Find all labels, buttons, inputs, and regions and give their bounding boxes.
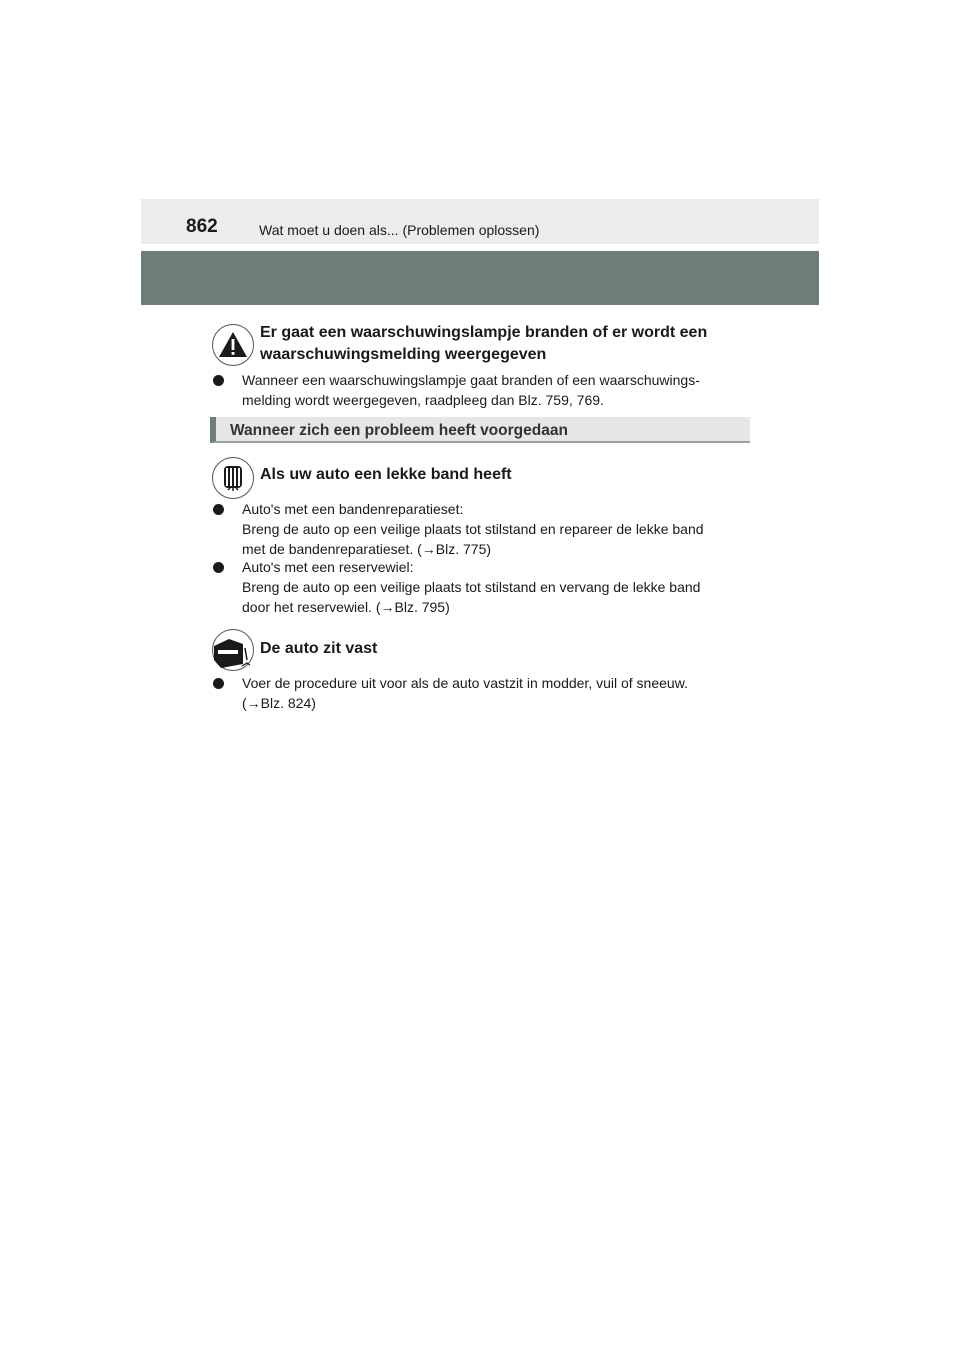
flat-tire-bullet2-title: Auto's met een reservewiel: [242, 559, 414, 575]
problem-section-title: Wanneer zich een probleem heeft voorgedaan [230, 422, 568, 439]
stuck-heading: De auto zit vast [260, 640, 378, 657]
flat-tire-icon [212, 457, 254, 499]
warning-bullet-line2: melding wordt weergegeven, raadpleeg dan Blz. 759, 769. [242, 392, 604, 408]
flat-tire-bullet2-line2: door het reservewiel. (→Blz. 795) [242, 599, 450, 615]
flat-tire-bullet2-line1: Breng de auto op een veilige plaats tot stilstand en vervang de lekke band [242, 579, 701, 595]
section-banner [141, 251, 819, 305]
problem-section-title-box [210, 417, 750, 443]
bullet-icon [213, 504, 224, 515]
stuck-car-icon [212, 629, 254, 671]
list-item [213, 370, 745, 410]
stuck-bullet-line1: Voer de procedure uit voor als de auto vastzit in modder, vuil of sneeuw. [242, 675, 688, 691]
page-number: 862 [186, 216, 218, 237]
bullet-icon [213, 375, 224, 386]
list-item [213, 673, 745, 713]
bullet-icon [213, 678, 224, 689]
list-item [213, 557, 745, 617]
flat-tire-bullet1-line1: Breng de auto op een veilige plaats tot stilstand en repareer de lekke band [242, 521, 704, 537]
flat-tire-bullet1-title: Auto's met een bandenreparatieset: [242, 501, 464, 517]
list-item [213, 499, 745, 559]
warning-bullet-line1: Wanneer een waarschuwingslampje gaat branden of een waarschuwings- [242, 372, 700, 388]
flat-tire-heading: Als uw auto een lekke band heeft [260, 466, 512, 483]
stuck-bullet-line2: (→Blz. 824) [242, 695, 316, 711]
warning-heading-line2: waarschuwingsmelding weergegeven [260, 346, 547, 363]
warning-heading-line1: Er gaat een waarschuwingslampje branden of er wordt een [260, 324, 708, 341]
warning-triangle-icon [212, 324, 254, 366]
bullet-icon [213, 562, 224, 573]
chapter-title: Wat moet u doen als... (Problemen oplossen) [259, 222, 540, 238]
flat-tire-bullet1-line2: met de bandenreparatieset. (→Blz. 775) [242, 541, 492, 557]
